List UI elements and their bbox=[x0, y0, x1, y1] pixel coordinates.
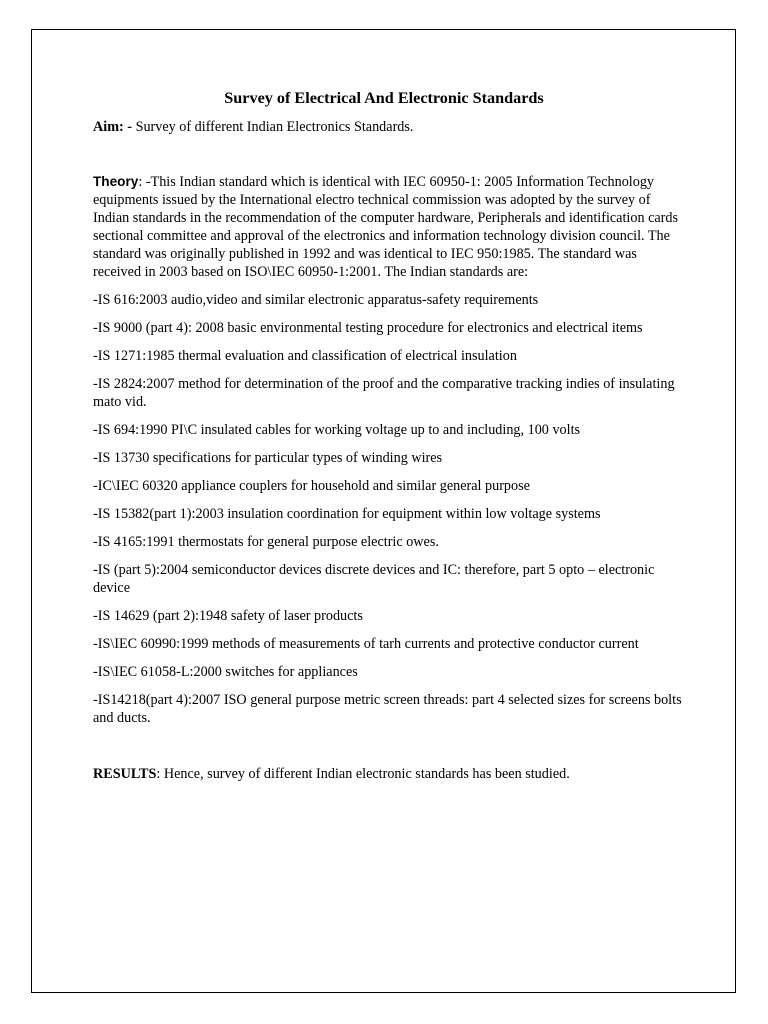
standard-item: -IS 694:1990 PI\C insulated cables for working voltage up to and including, 100 volts bbox=[93, 422, 581, 438]
results-label: RESULTS bbox=[93, 766, 157, 782]
standard-item: -IS\IEC 60990:1999 methods of measurements of tarh currents and protective conductor current bbox=[93, 636, 639, 652]
standard-item: -IS14218(part 4):2007 ISO general purpose metric screen threads: part 4 selected sizes for screens bolts and ducts. bbox=[93, 692, 682, 726]
aim-paragraph bbox=[93, 118, 683, 136]
document-title: Survey of Electrical And Electronic Standards bbox=[224, 89, 544, 107]
aim-text: Survey of different Indian Electronics Standards. bbox=[132, 119, 414, 135]
document-body bbox=[93, 88, 683, 783]
standard-item: -IS 2824:2007 method for determination of the proof and the comparative tracking indies of insulating mato vid. bbox=[93, 376, 675, 410]
standard-item: -IS 9000 (part 4): 2008 basic environmental testing procedure for electronics and electrical items bbox=[93, 320, 643, 336]
standard-item: -IS 15382(part 1):2003 insulation coordination for equipment within low voltage systems bbox=[93, 506, 601, 522]
standard-item: -IS 4165:1991 thermostats for general purpose electric owes. bbox=[93, 534, 439, 550]
standard-item: -IS\IEC 61058-L:2000 switches for appliances bbox=[93, 664, 358, 680]
results-paragraph bbox=[93, 765, 683, 783]
standard-item: -IS 616:2003 audio,video and similar electronic apparatus-safety requirements bbox=[93, 292, 539, 308]
standard-item: -IS (part 5):2004 semiconductor devices discrete devices and IC: therefore, part 5 opto – electronic device bbox=[93, 562, 655, 596]
theory-text: : -This Indian standard which is identical with IEC 60950-1: 2005 Information Technology equipments issued by the International electro technical commission was adopted by the survey of Indian standards in the recommendation of the computer hardware, Peripherals and identification cards sectional committee and approval of the electronics and information technology division council. The standard was originally published in 1992 and was identical to IEC 950:1985. The standard was received in 2003 based on ISO\IEC 60950-1:2001. The Indian standards are: bbox=[93, 174, 679, 280]
standard-item: -IS 13730 specifications for particular types of winding wires bbox=[93, 450, 443, 466]
results-text: : Hence, survey of different Indian electronic standards has been studied. bbox=[156, 766, 570, 782]
theory-paragraph bbox=[93, 173, 683, 281]
aim-label: Aim: - bbox=[93, 119, 133, 135]
standard-item: -IC\IEC 60320 appliance couplers for household and similar general purpose bbox=[93, 478, 530, 494]
standards-list bbox=[93, 291, 683, 727]
standard-item: -IS 1271:1985 thermal evaluation and classification of electrical insulation bbox=[93, 348, 517, 364]
theory-label: Theory bbox=[93, 174, 139, 189]
standard-item: -IS 14629 (part 2):1948 safety of laser products bbox=[93, 608, 363, 624]
